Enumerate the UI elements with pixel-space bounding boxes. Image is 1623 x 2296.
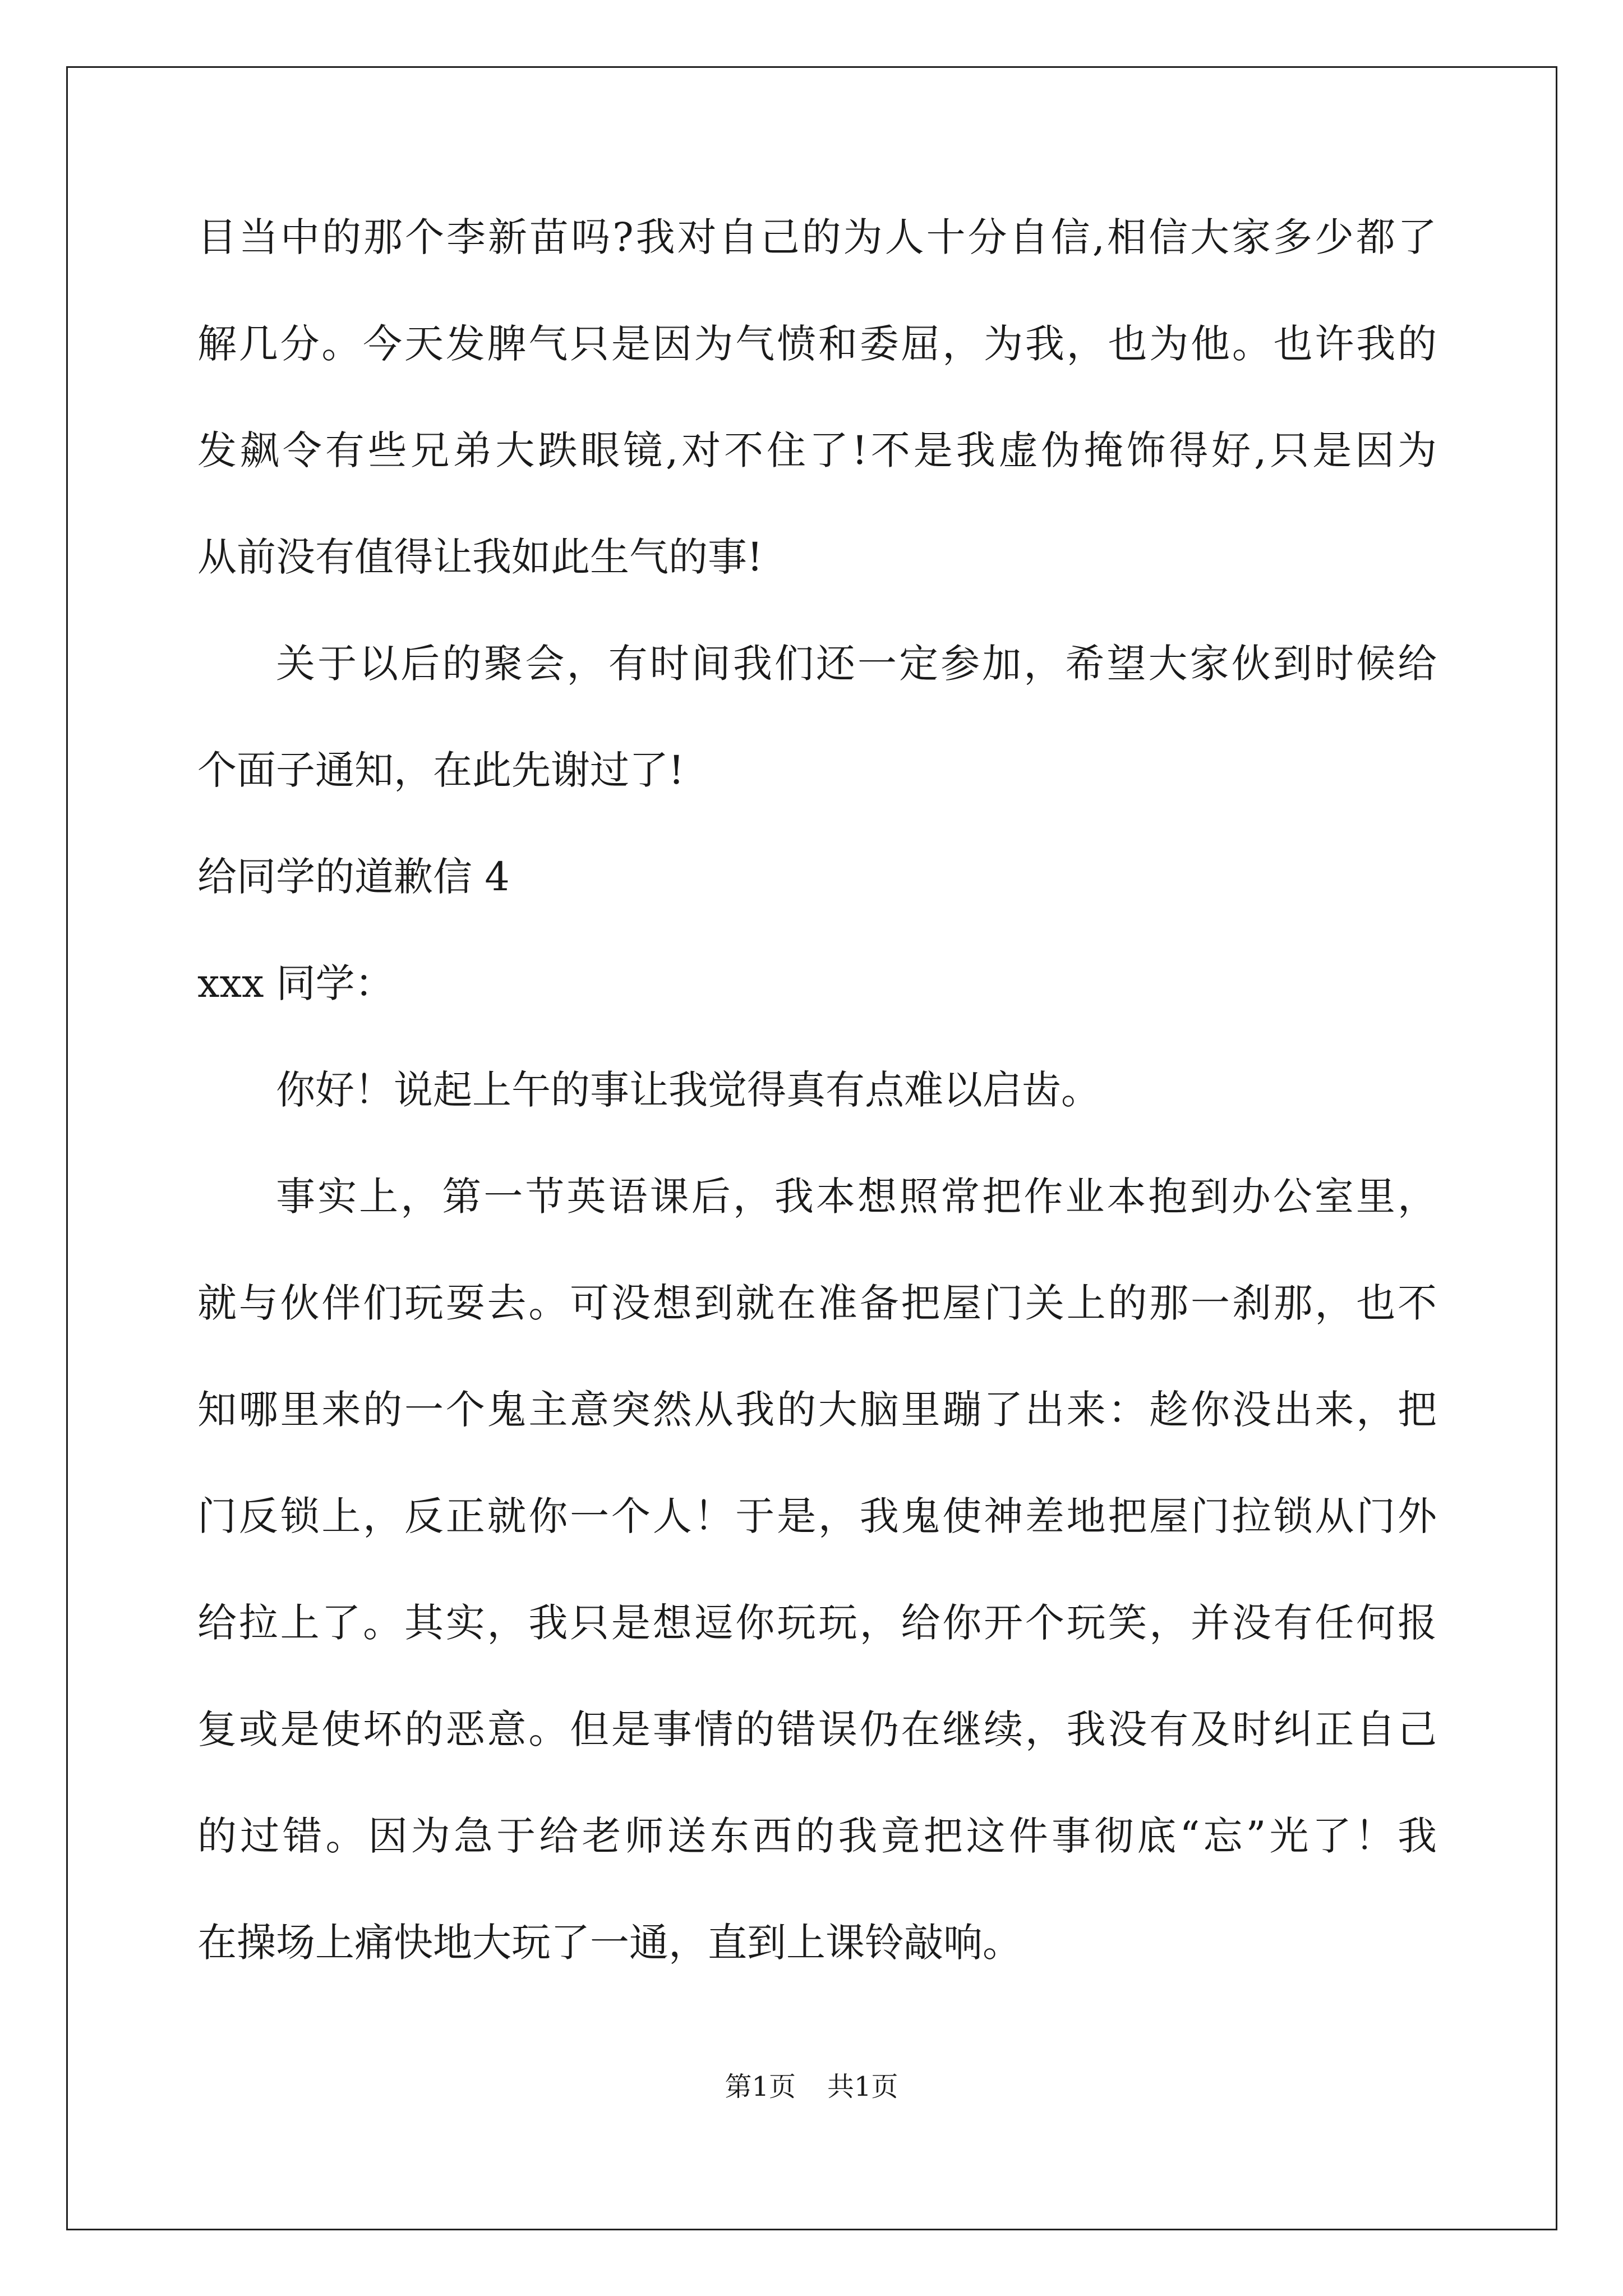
text-line: 发飙令有些兄弟大跌眼镜,对不住了!不是我虚伪掩饰得好,只是因为 — [197, 427, 1437, 473]
text-line: 你好！说起上午的事让我觉得真有点难以启齿。 — [276, 1067, 1100, 1113]
page-footer — [0, 2070, 1623, 2104]
document-body — [197, 201, 1437, 2013]
text-line: 知哪里来的一个鬼主意突然从我的大脑里蹦了出来：趁你没出来，把 — [197, 1387, 1437, 1433]
text-line: 的过错。因为急于给老师送东西的我竟把这件事彻底“忘”光了！我 — [197, 1813, 1437, 1859]
page-total: 共1页 — [827, 2071, 898, 2102]
text-line: 个面子通知，在此先谢过了! — [197, 747, 685, 793]
text-line: 门反锁上，反正就你一个人！于是，我鬼使神差地把屋门拉锁从门外 — [197, 1493, 1437, 1539]
text-line: 从前没有值得让我如此生气的事! — [197, 534, 763, 580]
text-line: 解几分。今天发脾气只是因为气愤和委屈，为我，也为他。也许我的 — [197, 321, 1437, 367]
text-line: 目当中的那个李新苗吗?我对自己的为人十分自信,相信大家多少都了 — [197, 214, 1437, 260]
letter-heading: 给同学的道歉信 4 — [197, 854, 510, 900]
text-line: 复或是使坏的恶意。但是事情的错误仍在继续，我没有及时纠正自己 — [197, 1706, 1437, 1752]
text-line: 给拉上了。其实，我只是想逗你玩玩，给你开个玩笑，并没有任何报 — [197, 1600, 1437, 1646]
text-line: 关于以后的聚会，有时间我们还一定参加，希望大家伙到时候给 — [276, 641, 1437, 687]
text-line: 在操场上痛快地大玩了一通，直到上课铃敲响。 — [197, 1920, 1022, 1966]
page-number: 第1页 — [725, 2071, 796, 2102]
text-line: 事实上，第一节英语课后，我本想照常把作业本抱到办公室里， — [276, 1174, 1437, 1220]
text-line: 就与伙伴们玩耍去。可没想到就在准备把屋门关上的那一刹那，也不 — [197, 1280, 1437, 1326]
salutation: xxx 同学： — [197, 960, 394, 1006]
